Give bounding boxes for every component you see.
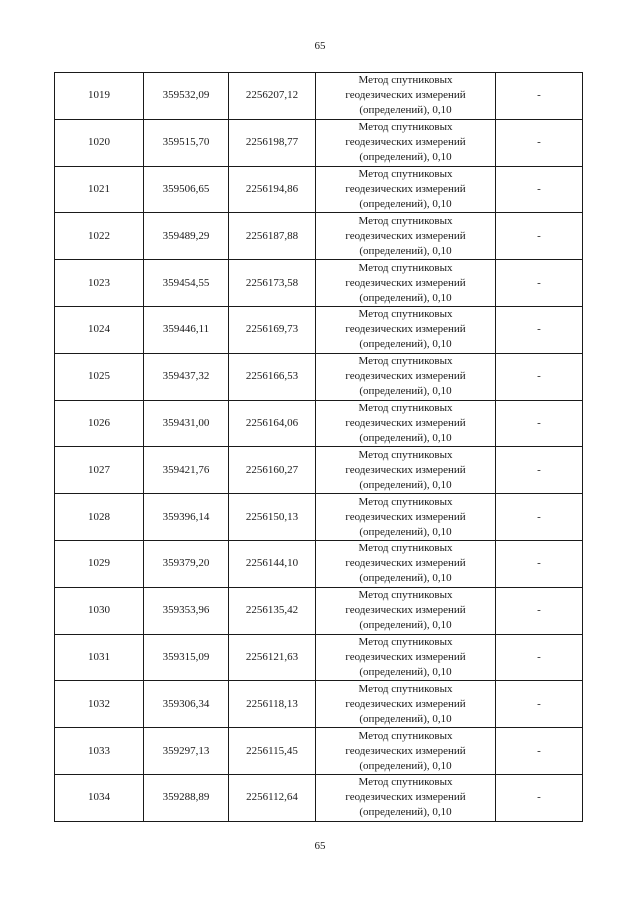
- method-line-3: (определений), 0,10: [359, 665, 452, 678]
- method-cell: [316, 353, 496, 400]
- point-number-cell: 1034: [55, 774, 144, 821]
- y-coordinate-cell: 2256173,58: [229, 260, 316, 307]
- note-cell: -: [496, 681, 583, 728]
- x-coordinate-cell: 359431,00: [144, 400, 229, 447]
- note-cell: -: [496, 634, 583, 681]
- table-row: [55, 540, 583, 587]
- x-coordinate-cell: 359454,55: [144, 260, 229, 307]
- table-row: [55, 634, 583, 681]
- point-number-cell: 1026: [55, 400, 144, 447]
- table-row: [55, 681, 583, 728]
- point-number-cell: 1025: [55, 353, 144, 400]
- note-cell: -: [496, 166, 583, 213]
- method-line-2: геодезических измерений: [345, 510, 466, 523]
- point-number-cell: 1021: [55, 166, 144, 213]
- point-number-cell: 1019: [55, 73, 144, 120]
- note-cell: -: [496, 73, 583, 120]
- method-line-3: (определений), 0,10: [359, 385, 452, 398]
- method-line-2: геодезических измерений: [345, 744, 466, 757]
- method-line-2: геодезических измерений: [345, 89, 466, 102]
- table-row: [55, 73, 583, 120]
- note-cell: -: [496, 260, 583, 307]
- method-line-3: (определений), 0,10: [359, 197, 452, 210]
- table-row: [55, 587, 583, 634]
- y-coordinate-cell: 2256144,10: [229, 540, 316, 587]
- page-number-top: 65: [314, 40, 326, 52]
- y-coordinate-cell: 2256115,45: [229, 728, 316, 775]
- point-number-cell: 1023: [55, 260, 144, 307]
- method-line-2: геодезических измерений: [345, 229, 466, 242]
- method-line-1: Метод спутниковых: [358, 308, 453, 321]
- method-cell: [316, 306, 496, 353]
- method-cell: [316, 681, 496, 728]
- method-line-1: Метод спутниковых: [358, 776, 453, 789]
- method-line-1: Метод спутниковых: [358, 167, 453, 180]
- method-line-2: геодезических измерений: [345, 370, 466, 383]
- y-coordinate-cell: 2256187,88: [229, 213, 316, 260]
- method-cell: [316, 119, 496, 166]
- y-coordinate-cell: 2256112,64: [229, 774, 316, 821]
- coordinates-table-body: [55, 73, 583, 822]
- table-row: [55, 119, 583, 166]
- method-line-1: Метод спутниковых: [358, 261, 453, 274]
- note-cell: -: [496, 774, 583, 821]
- note-cell: -: [496, 540, 583, 587]
- method-line-3: (определений), 0,10: [359, 572, 452, 585]
- y-coordinate-cell: 2256118,13: [229, 681, 316, 728]
- method-line-3: (определений), 0,10: [359, 478, 452, 491]
- method-line-2: геодезических измерений: [345, 791, 466, 804]
- note-cell: -: [496, 306, 583, 353]
- x-coordinate-cell: 359396,14: [144, 494, 229, 541]
- table-row: [55, 353, 583, 400]
- x-coordinate-cell: 359515,70: [144, 119, 229, 166]
- y-coordinate-cell: 2256150,13: [229, 494, 316, 541]
- method-line-1: Метод спутниковых: [358, 448, 453, 461]
- method-line-2: геодезических измерений: [345, 697, 466, 710]
- y-coordinate-cell: 2256160,27: [229, 447, 316, 494]
- method-line-1: Метод спутниковых: [358, 682, 453, 695]
- y-coordinate-cell: 2256169,73: [229, 306, 316, 353]
- method-cell: [316, 728, 496, 775]
- method-line-1: Метод спутниковых: [358, 589, 453, 602]
- method-line-2: геодезических измерений: [345, 136, 466, 149]
- method-line-3: (определений), 0,10: [359, 244, 452, 257]
- point-number-cell: 1027: [55, 447, 144, 494]
- method-line-1: Метод спутниковых: [358, 74, 453, 87]
- table-row: [55, 306, 583, 353]
- method-line-2: геодезических измерений: [345, 182, 466, 195]
- table-row: [55, 774, 583, 821]
- coordinates-table: [54, 72, 583, 822]
- method-line-1: Метод спутниковых: [358, 401, 453, 414]
- table-row: [55, 213, 583, 260]
- method-line-1: Метод спутниковых: [358, 214, 453, 227]
- point-number-cell: 1022: [55, 213, 144, 260]
- y-coordinate-cell: 2256135,42: [229, 587, 316, 634]
- method-line-2: геодезических измерений: [345, 557, 466, 570]
- x-coordinate-cell: 359506,65: [144, 166, 229, 213]
- note-cell: -: [496, 494, 583, 541]
- method-line-2: геодезических измерений: [345, 650, 466, 663]
- point-number-cell: 1020: [55, 119, 144, 166]
- x-coordinate-cell: 359437,32: [144, 353, 229, 400]
- y-coordinate-cell: 2256121,63: [229, 634, 316, 681]
- method-line-2: геодезических измерений: [345, 604, 466, 617]
- note-cell: -: [496, 353, 583, 400]
- method-line-3: (определений), 0,10: [359, 431, 452, 444]
- x-coordinate-cell: 359306,34: [144, 681, 229, 728]
- method-cell: [316, 447, 496, 494]
- note-cell: -: [496, 587, 583, 634]
- point-number-cell: 1028: [55, 494, 144, 541]
- method-line-2: геодезических измерений: [345, 416, 466, 429]
- method-cell: [316, 260, 496, 307]
- method-cell: [316, 494, 496, 541]
- point-number-cell: 1024: [55, 306, 144, 353]
- method-line-3: (определений), 0,10: [359, 291, 452, 304]
- method-line-1: Метод спутниковых: [358, 121, 453, 134]
- method-line-3: (определений), 0,10: [359, 151, 452, 164]
- method-line-3: (определений), 0,10: [359, 619, 452, 632]
- x-coordinate-cell: 359489,29: [144, 213, 229, 260]
- x-coordinate-cell: 359353,96: [144, 587, 229, 634]
- method-line-2: геодезических измерений: [345, 463, 466, 476]
- page-number-bottom: 65: [314, 840, 326, 852]
- method-line-1: Метод спутниковых: [358, 542, 453, 555]
- method-cell: [316, 587, 496, 634]
- note-cell: -: [496, 728, 583, 775]
- x-coordinate-cell: 359315,09: [144, 634, 229, 681]
- point-number-cell: 1030: [55, 587, 144, 634]
- method-cell: [316, 213, 496, 260]
- method-line-3: (определений), 0,10: [359, 338, 452, 351]
- x-coordinate-cell: 359421,76: [144, 447, 229, 494]
- method-line-1: Метод спутниковых: [358, 729, 453, 742]
- method-cell: [316, 166, 496, 213]
- x-coordinate-cell: 359288,89: [144, 774, 229, 821]
- note-cell: -: [496, 447, 583, 494]
- y-coordinate-cell: 2256207,12: [229, 73, 316, 120]
- method-cell: [316, 400, 496, 447]
- table-row: [55, 166, 583, 213]
- note-cell: -: [496, 119, 583, 166]
- point-number-cell: 1033: [55, 728, 144, 775]
- point-number-cell: 1031: [55, 634, 144, 681]
- method-line-1: Метод спутниковых: [358, 355, 453, 368]
- method-line-3: (определений), 0,10: [359, 712, 452, 725]
- table-row: [55, 447, 583, 494]
- method-cell: [316, 73, 496, 120]
- method-line-3: (определений), 0,10: [359, 104, 452, 117]
- method-cell: [316, 634, 496, 681]
- method-line-1: Метод спутниковых: [358, 495, 453, 508]
- point-number-cell: 1029: [55, 540, 144, 587]
- point-number-cell: 1032: [55, 681, 144, 728]
- y-coordinate-cell: 2256194,86: [229, 166, 316, 213]
- method-cell: [316, 774, 496, 821]
- table-row: [55, 728, 583, 775]
- method-line-3: (определений), 0,10: [359, 525, 452, 538]
- x-coordinate-cell: 359446,11: [144, 306, 229, 353]
- table-row: [55, 494, 583, 541]
- method-cell: [316, 540, 496, 587]
- method-line-2: геодезических измерений: [345, 276, 466, 289]
- table-row: [55, 260, 583, 307]
- note-cell: -: [496, 213, 583, 260]
- method-line-3: (определений), 0,10: [359, 759, 452, 772]
- y-coordinate-cell: 2256164,06: [229, 400, 316, 447]
- method-line-1: Метод спутниковых: [358, 635, 453, 648]
- note-cell: -: [496, 400, 583, 447]
- x-coordinate-cell: 359532,09: [144, 73, 229, 120]
- method-line-2: геодезических измерений: [345, 323, 466, 336]
- method-line-3: (определений), 0,10: [359, 806, 452, 819]
- y-coordinate-cell: 2256166,53: [229, 353, 316, 400]
- x-coordinate-cell: 359297,13: [144, 728, 229, 775]
- table-row: [55, 400, 583, 447]
- x-coordinate-cell: 359379,20: [144, 540, 229, 587]
- y-coordinate-cell: 2256198,77: [229, 119, 316, 166]
